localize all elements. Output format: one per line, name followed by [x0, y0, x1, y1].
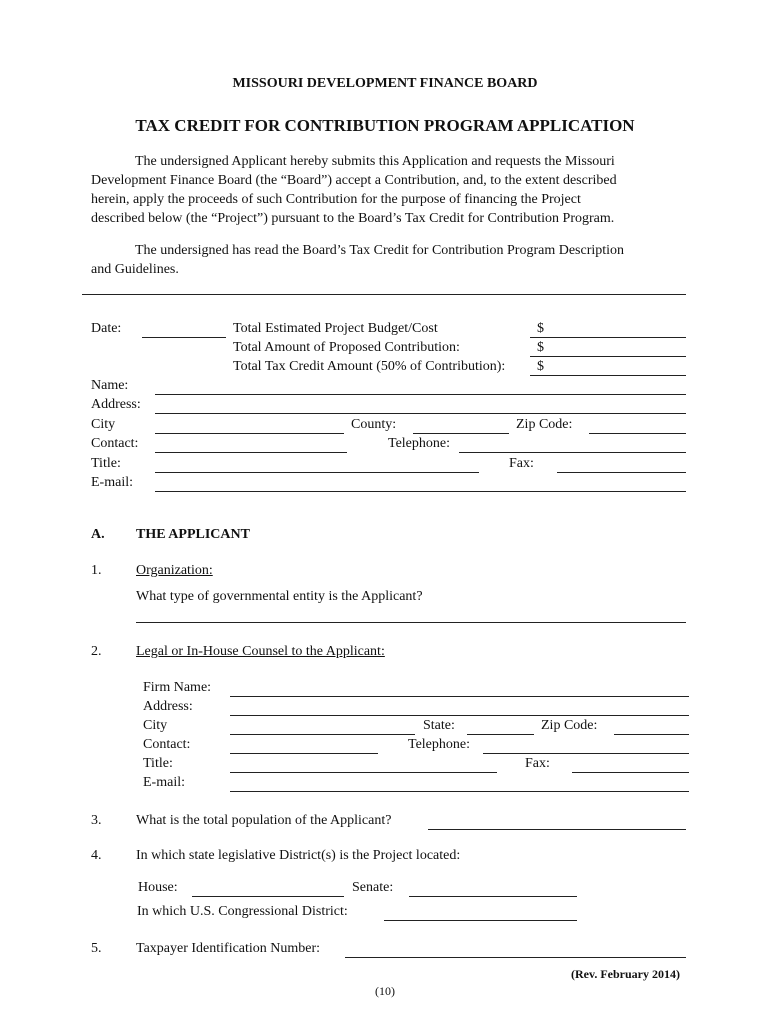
address-field[interactable] — [155, 413, 686, 414]
counsel-telephone-field[interactable] — [483, 753, 689, 754]
date-field[interactable] — [142, 337, 226, 338]
section-divider — [82, 294, 686, 295]
counsel-title-field[interactable] — [230, 772, 497, 773]
counsel-state-label: State: — [423, 718, 455, 733]
intro-line: Development Finance Board (the “Board”) accept a Contribution, and, to the extent described — [91, 173, 617, 188]
q1-answer-field[interactable] — [136, 622, 686, 623]
tax-credit-label: Total Tax Credit Amount (50% of Contribution): — [233, 359, 506, 374]
telephone-field[interactable] — [459, 452, 686, 453]
counsel-fax-field[interactable] — [572, 772, 689, 773]
intro-line: herein, apply the proceeds of such Contribution for the purpose of financing the Project — [91, 192, 581, 207]
congress-label: In which U.S. Congressional District: — [137, 904, 348, 919]
name-field[interactable] — [155, 394, 686, 395]
zip-field[interactable] — [589, 433, 686, 434]
contribution-dollar-sign: $ — [537, 340, 544, 355]
county-label: County: — [351, 417, 397, 432]
senate-district-field[interactable] — [409, 896, 577, 897]
counsel-telephone-label: Telephone: — [408, 737, 470, 752]
counsel-address-label: Address: — [143, 699, 193, 714]
counsel-fax-label: Fax: — [525, 756, 550, 771]
section-letter: A. — [91, 527, 105, 542]
budget-field[interactable] — [530, 337, 686, 338]
counsel-state-field[interactable] — [467, 734, 534, 735]
q3-text: What is the total population of the Applicant? — [136, 813, 392, 828]
house-label: House: — [138, 880, 178, 895]
contact-label: Contact: — [91, 436, 139, 451]
fax-label: Fax: — [509, 456, 534, 471]
email-label: E-mail: — [91, 475, 133, 490]
telephone-label: Telephone: — [388, 436, 450, 451]
counsel-email-field[interactable] — [230, 791, 689, 792]
city-field[interactable] — [155, 433, 344, 434]
tax-credit-field[interactable] — [530, 375, 686, 376]
taxpayer-id-field[interactable] — [345, 957, 686, 958]
population-field[interactable] — [428, 829, 686, 830]
counsel-zip-field[interactable] — [614, 734, 689, 735]
counsel-address-field[interactable] — [230, 715, 689, 716]
q1-text: What type of governmental entity is the Applicant? — [136, 589, 423, 604]
contribution-field[interactable] — [530, 356, 686, 357]
city-label: City — [91, 417, 116, 432]
tax-credit-dollar-sign: $ — [537, 359, 544, 374]
document-title: TAX CREDIT FOR CONTRIBUTION PROGRAM APPLICATION — [135, 116, 635, 135]
congress-district-field[interactable] — [384, 920, 577, 921]
intro-line: described below (the “Project”) pursuant to the Board’s Tax Credit for Contribution Program. — [91, 211, 615, 226]
q4-text: In which state legislative District(s) is the Project located: — [136, 848, 461, 863]
q5-text: Taxpayer Identification Number: — [136, 941, 321, 956]
counsel-contact-field[interactable] — [230, 753, 378, 754]
q1-number: 1. — [91, 563, 102, 578]
date-label: Date: — [91, 321, 122, 336]
revision-note: (Rev. February 2014) — [571, 967, 680, 981]
org-name: MISSOURI DEVELOPMENT FINANCE BOARD — [232, 76, 538, 91]
q5-number: 5. — [91, 941, 102, 956]
q1-title: Organization: — [136, 563, 213, 578]
q3-number: 3. — [91, 813, 102, 828]
senate-label: Senate: — [352, 880, 394, 895]
county-field[interactable] — [413, 433, 509, 434]
name-label: Name: — [91, 378, 129, 393]
zip-label: Zip Code: — [516, 417, 573, 432]
intro-paragraph-2 — [91, 241, 624, 279]
q2-title: Legal or In-House Counsel to the Applicant: — [136, 644, 385, 659]
counsel-zip-label: Zip Code: — [541, 718, 598, 733]
title-field[interactable] — [155, 472, 479, 473]
counsel-title-label: Title: — [143, 756, 173, 771]
counsel-contact-label: Contact: — [143, 737, 191, 752]
intro-line: and Guidelines. — [91, 262, 179, 277]
counsel-email-label: E-mail: — [143, 775, 185, 790]
intro-line: The undersigned Applicant hereby submits this Application and requests the Missouri — [135, 154, 615, 169]
firm-name-label: Firm Name: — [143, 680, 212, 695]
contact-field[interactable] — [155, 452, 347, 453]
address-label: Address: — [91, 397, 141, 412]
title-label: Title: — [91, 456, 121, 471]
email-field[interactable] — [155, 491, 686, 492]
fax-field[interactable] — [557, 472, 686, 473]
section-heading: THE APPLICANT — [136, 527, 250, 542]
q2-number: 2. — [91, 644, 102, 659]
page-number: (10) — [375, 984, 395, 998]
budget-dollar-sign: $ — [537, 321, 544, 336]
contribution-label: Total Amount of Proposed Contribution: — [233, 340, 460, 355]
budget-label: Total Estimated Project Budget/Cost — [233, 321, 438, 336]
intro-paragraph-1 — [91, 152, 617, 228]
firm-name-field[interactable] — [230, 696, 689, 697]
house-district-field[interactable] — [192, 896, 344, 897]
counsel-city-label: City — [143, 718, 168, 733]
counsel-city-field[interactable] — [230, 734, 415, 735]
q4-number: 4. — [91, 848, 102, 863]
intro-line: The undersigned has read the Board’s Tax Credit for Contribution Program Description — [135, 243, 625, 258]
